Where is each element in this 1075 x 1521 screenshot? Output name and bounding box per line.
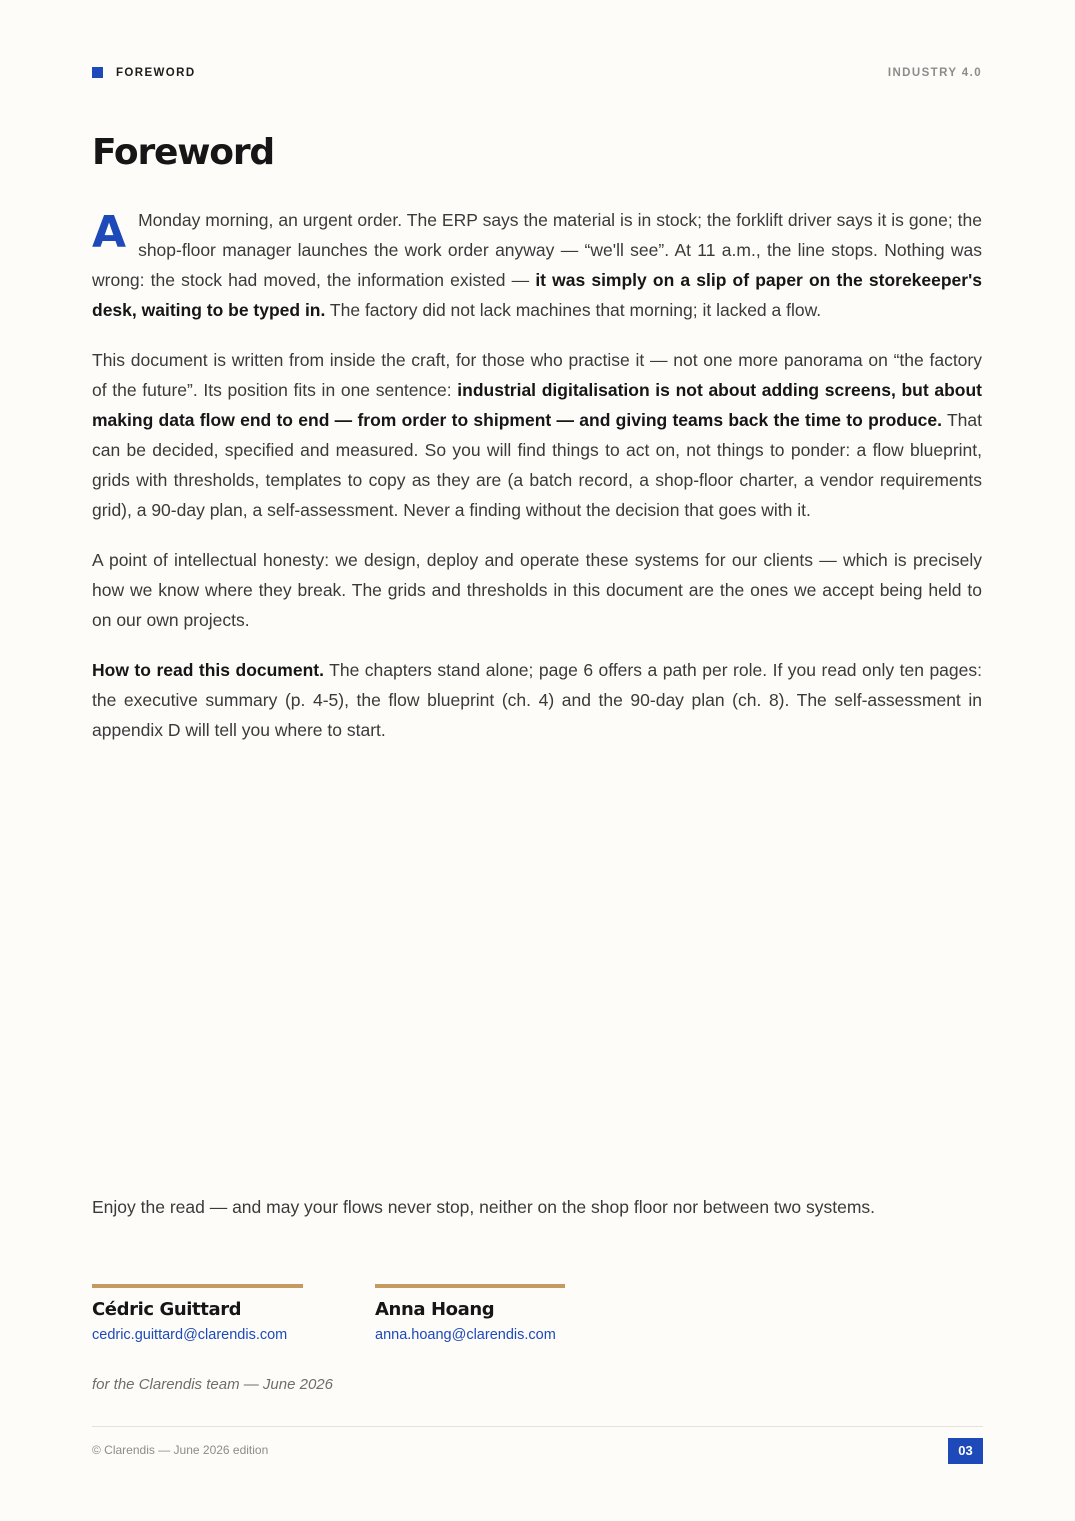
paragraph-2-emphasis: industrial digitalisation is not about adding screens, but about making data flow end to end — from order to shipment — and giving teams back the time to produce.: [92, 380, 982, 430]
paragraph-3: [92, 545, 982, 635]
paragraph-2-text-a: This document is written from inside the craft, for those who practise it — not one more panorama on “the factory of the future”. Its position fits in one sentence:: [92, 350, 982, 400]
paragraph-4-text: The chapters stand alone; page 6 offers a path per role. If you read only ten pages: the executive summary (p. 4-5), the flow blueprint (ch. 4) and the 90-day plan (ch. 8). The self-assessment in appendix D will tell you where to start.: [92, 660, 982, 740]
paragraph-2-text-b: That can be decided, specified and measured. So you will find things to act on, not things to ponder: a flow blueprint, grids with thresholds, templates to copy as they are (a batch record, a shop-floor charter, a vendor requirements grid), a 90-day plan, a self-assessment. Never a finding without the decision that goes with it.: [92, 410, 982, 520]
paragraph-1-emphasis: it was simply on a slip of paper on the storekeeper's desk, waiting to be typed in.: [92, 270, 982, 320]
footer-divider: [92, 1426, 983, 1427]
footer-copyright: © Clarendis — June 2026 edition: [92, 1443, 269, 1457]
signature-rule: [375, 1284, 565, 1288]
page-title: Foreword: [92, 132, 274, 173]
paragraph-1-text-b: The factory did not lack machines that morning; it lacked a flow.: [325, 300, 822, 320]
author-name: Anna Hoang: [375, 1299, 495, 1320]
signature-rule: [92, 1284, 303, 1288]
section-marker-square: [92, 67, 103, 78]
author-name: Cédric Guittard: [92, 1299, 242, 1320]
running-title: INDUSTRY 4.0: [887, 67, 982, 79]
paragraph-2: [92, 345, 982, 525]
team-line: for the Clarendis team — June 2026: [92, 1376, 333, 1393]
page-header: [92, 67, 982, 81]
signature-block: [92, 1284, 303, 1343]
paragraph-4-lead: How to read this document.: [92, 660, 324, 680]
drop-cap: A: [92, 207, 127, 258]
paragraph-1: [92, 205, 982, 325]
section-label: FOREWORD: [116, 67, 196, 79]
signature-block: [375, 1284, 565, 1343]
body-text: [92, 205, 982, 765]
paragraph-1-text-a: Monday morning, an urgent order. The ERP says the material is in stock; the forklift driver says it is gone; the shop-floor manager launches the work order anyway — “we'll see”. At 11 a.m., the line stops. Nothing was wrong: the stock had moved, the information existed —: [92, 210, 982, 290]
author-email-link[interactable]: cedric.guittard@clarendis.com: [92, 1327, 288, 1343]
author-email-link[interactable]: anna.hoang@clarendis.com: [375, 1327, 556, 1343]
paragraph-3-text: A point of intellectual honesty: we design, deploy and operate these systems for our clients — which is precisely how we know where they break. The grids and thresholds in this document are the ones we accept being held to on our own projects.: [92, 550, 982, 630]
paragraph-4: [92, 655, 982, 745]
closing-line: Enjoy the read — and may your flows never stop, neither on the shop floor nor between two systems.: [92, 1197, 876, 1217]
page-number-badge: 03: [948, 1438, 983, 1464]
